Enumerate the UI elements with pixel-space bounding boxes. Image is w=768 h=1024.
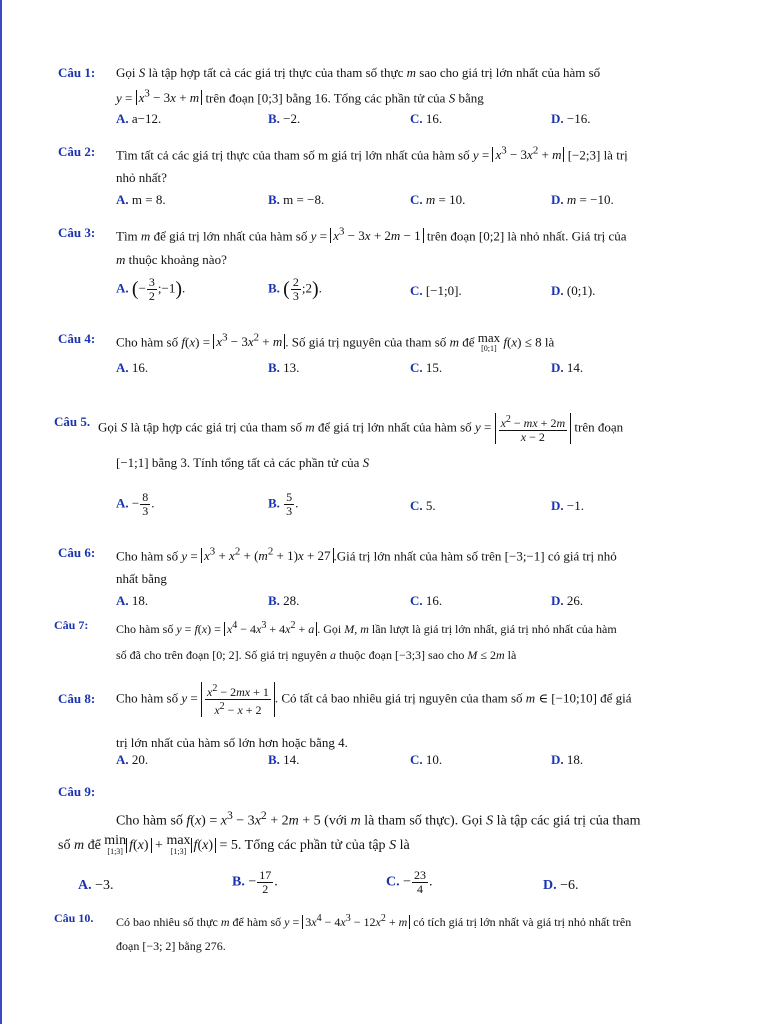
question-text-line: m thuộc khoảng nào? [116, 252, 227, 267]
question-label: Câu 3: [58, 225, 96, 240]
question-label: Câu 5. [54, 414, 91, 429]
question-label: Câu 1: [58, 65, 96, 80]
option-d[interactable]: D. 14. [551, 360, 584, 375]
question-text-line: Cho hàm số $f(x) = x^3 - 3x^2 + m$ . Số giá trị nguyên của tham số m để max [0;1] f(x) ≤ 8 là [116, 330, 555, 354]
option-b[interactable]: B. 14. [268, 752, 300, 767]
question-label: Câu 10. [54, 911, 94, 925]
option-a[interactable]: A. (− $\frac{3}{2}$ ;−1). [116, 275, 186, 303]
question-label: Câu 8: [58, 691, 96, 706]
option-c[interactable]: C. [−1;0]. [410, 283, 462, 298]
option-b[interactable]: B. ( $\frac{2}{3}$ ;2). [268, 275, 322, 303]
question-text-line: nhất bằng [116, 571, 167, 586]
question-text-line: trị lớn nhất của hàm số lớn hơn hoặc bằng 4. [116, 735, 348, 750]
question-text-line: Tìm tất cả các giá trị thực của tham số m giá trị lớn nhất của hàm số $y = x^3 - 3x^2 + m$ [−2;3] là trị [116, 145, 628, 163]
question-label: Câu 4: [58, 331, 96, 346]
option-a[interactable]: A. 18. [116, 593, 149, 608]
question-text-line: số m để min [1;3] f(x) + max [1;3] f(x) = 5. Tổng các phần tử của tập S là [58, 833, 410, 856]
option-d[interactable]: D. (0;1). [551, 283, 596, 298]
option-c[interactable]: C. 5. [410, 498, 436, 513]
question-text-line: Gọi S là tập hợp tất cả các giá trị thực của tham số thực m sao cho giá trị lớn nhất của hàm số [116, 65, 601, 80]
option-d[interactable]: D. 26. [551, 593, 584, 608]
option-d[interactable]: D. −6. [543, 878, 579, 893]
option-b[interactable]: B. $\frac{5}{3}$ . [268, 490, 299, 518]
option-b[interactable]: B. m = −8. [268, 192, 325, 207]
option-d[interactable]: D. −16. [551, 111, 591, 126]
option-c[interactable]: C. 15. [410, 360, 443, 375]
question-text-line: Có bao nhiêu số thực m để hàm số $y = 3x^4 - 4x^3 - 12x^2 + m$ có tích giá trị lớn nhất và giá trị nhỏ nhất trên [116, 913, 632, 929]
option-c[interactable]: C. 10. [410, 752, 443, 767]
option-c[interactable]: C. 16. [410, 111, 443, 126]
question-text-line: Tìm m để giá trị lớn nhất của hàm số $y = x^3 - 3x + 2m - 1$ trên đoạn [0;2] là nhỏ nhất. Giá trị của [116, 226, 627, 244]
option-d[interactable]: D. −1. [551, 498, 584, 513]
option-c[interactable]: C. 16. [410, 593, 443, 608]
option-c[interactable]: C. m = 10. [410, 192, 466, 207]
question-label: Câu 2: [58, 144, 96, 159]
option-d[interactable]: D. 18. [551, 752, 584, 767]
question-label: Câu 7: [54, 618, 89, 632]
question-label: Câu 9: [58, 784, 96, 799]
question-label: Câu 6: [58, 545, 96, 560]
question-text-line: Cho hàm số $y = f(x) = x^4 - 4x^3 + 4x^2 + a$ . Gọi M, m lần lượt là giá trị lớn nhất, giá trị nhỏ nhất của hàm [116, 620, 617, 636]
question-text-line: số đã cho trên đoạn [0; 2]. Số giá trị nguyên a thuộc đoạn [−3;3] sao cho M ≤ 2m là [116, 648, 517, 662]
option-b[interactable]: B. 28. [268, 593, 300, 608]
option-d[interactable]: D. m = −10. [551, 192, 614, 207]
option-a[interactable]: A. −3. [78, 878, 114, 893]
option-a[interactable]: A. 20. [116, 752, 149, 767]
question-text-line: nhỏ nhất? [116, 170, 167, 185]
option-c[interactable]: C. − $\frac{23}{4}$ . [386, 868, 433, 896]
page-left-border [0, 0, 2, 1024]
option-a[interactable]: A. − $\frac{8}{3}$ . [116, 490, 155, 518]
option-a[interactable]: A. m = 8. [116, 192, 166, 207]
question-text-line: đoạn [−3; 2] bằng 276. [116, 939, 226, 953]
question-text-line: Cho hàm số $y = x^3 + x^2 + (m^2 + 1)x + 27$ .Giá trị lớn nhất của hàm số trên [−3;−1] có giá trị nhỏ [116, 546, 617, 564]
option-b[interactable]: B. 13. [268, 360, 300, 375]
option-a[interactable]: A. a−12. [116, 111, 162, 126]
question-text-line: Cho hàm số y = $\frac{x^2 - 2mx + 1}{x^2 - x + 2}$ . Có tất cả bao nhiêu giá trị nguyên của tham số m ∈ [−10;10] để giá [116, 683, 632, 717]
option-b[interactable]: B. − $\frac{17}{2}$ . [232, 868, 278, 896]
question-text-line: Cho hàm số $f(x) = x^3 - 3x^2 + 2m + 5$ (với m là tham số thực). Gọi S là tập các giá trị của tham [116, 809, 641, 829]
option-b[interactable]: B. −2. [268, 111, 301, 126]
question-text-line: $y = x^3 - 3x + m$ trên đoạn [0;3] bằng 16. Tổng các phần tử của S bằng [116, 88, 484, 106]
question-text-line: Gọi S là tập hợp các giá trị của tham số m để giá trị lớn nhất của hàm số y = $\frac{x^2 - mx + 2m}{x - 2}$ trên đoạn [98, 414, 624, 444]
question-text-line: [−1;1] bằng 3. Tính tổng tất cả các phần tử của S [116, 455, 370, 470]
option-a[interactable]: A. 16. [116, 360, 149, 375]
